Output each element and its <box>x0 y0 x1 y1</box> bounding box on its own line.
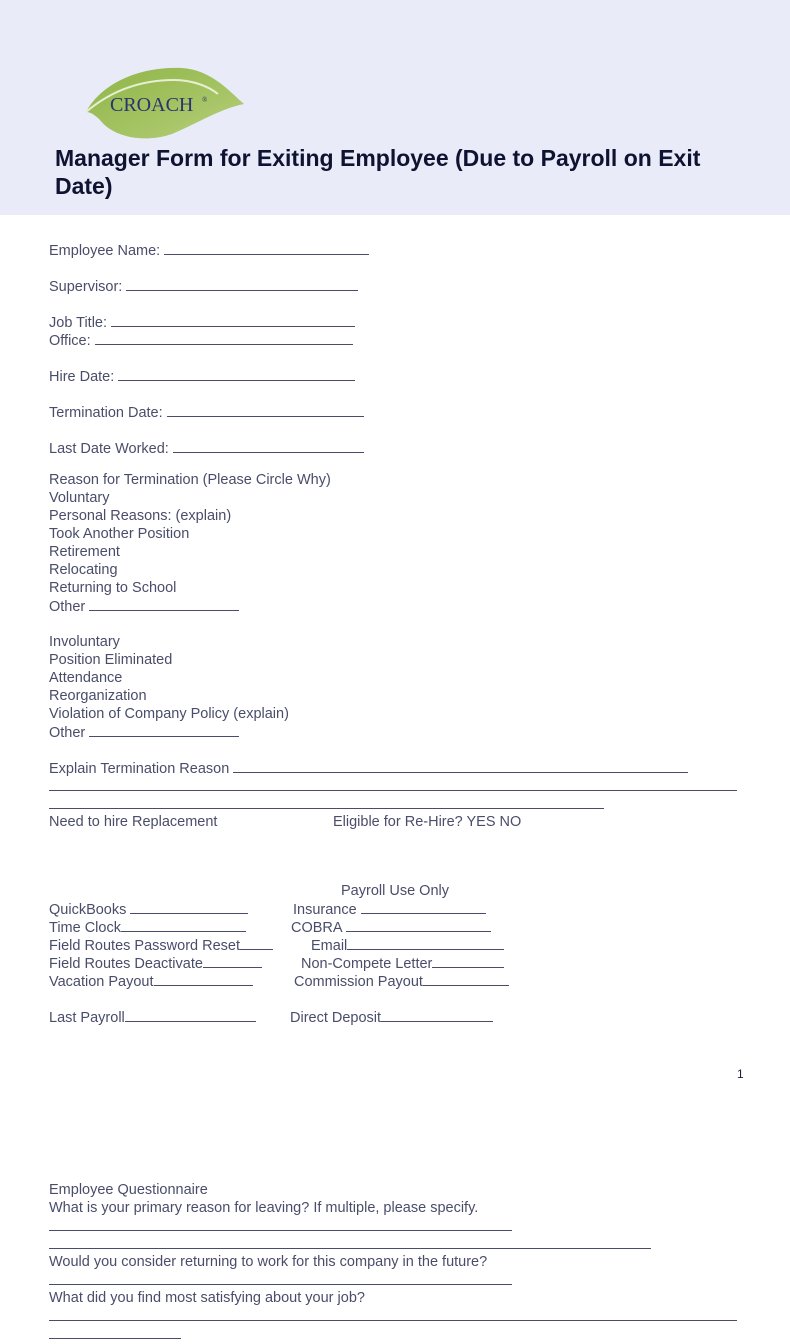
reason-option[interactable]: Reorganization <box>49 688 147 704</box>
payroll-item-label: Field Routes Deactivate <box>49 956 203 972</box>
answer-blank[interactable] <box>49 1235 651 1249</box>
office-label: Office: <box>49 333 91 349</box>
eligible-rehire-label[interactable]: Eligible for Re-Hire? YES NO <box>333 814 522 830</box>
voluntary-label[interactable]: Voluntary <box>49 490 110 506</box>
question: Would you consider returning to work for this company in the future? <box>49 1254 488 1270</box>
payroll-blank[interactable] <box>121 918 246 932</box>
involuntary-other-blank[interactable] <box>89 723 239 737</box>
payroll-item-label: Non-Compete Letter <box>301 956 433 972</box>
explain-termination-label: Explain Termination Reason <box>49 761 230 777</box>
supervisor-field[interactable] <box>49 277 358 296</box>
involuntary-label[interactable]: Involuntary <box>49 634 120 650</box>
payroll-heading: Payroll Use Only <box>341 883 449 899</box>
reason-option[interactable]: Violation of Company Policy (explain) <box>49 706 289 722</box>
payroll-blank[interactable] <box>130 900 248 914</box>
job-title-label: Job Title: <box>49 315 108 331</box>
reason-heading: Reason for Termination (Please Circle Why) <box>49 472 331 488</box>
answer-line[interactable] <box>49 1235 651 1254</box>
reason-option[interactable]: Attendance <box>49 670 123 686</box>
croach-leaf-logo <box>82 64 247 140</box>
reason-option[interactable]: Personal Reasons: (explain) <box>49 508 232 524</box>
payroll-item-label: Email <box>311 938 348 954</box>
involuntary-other-field[interactable] <box>49 723 239 742</box>
payroll-item[interactable] <box>294 972 509 991</box>
last-date-worked-blank[interactable] <box>173 439 364 453</box>
explain-termination-line-3[interactable] <box>49 795 604 814</box>
payroll-item-label: Field Routes Password Reset <box>49 938 240 954</box>
question: What is your primary reason for leaving? If multiple, please specify. <box>49 1200 479 1216</box>
answer-line[interactable] <box>49 1271 512 1290</box>
last-payroll-field[interactable] <box>49 1008 256 1027</box>
employee-name-field[interactable] <box>49 241 369 260</box>
last-payroll-blank[interactable] <box>125 1008 256 1022</box>
employee-name-label: Employee Name: <box>49 243 161 259</box>
voluntary-other-blank[interactable] <box>89 597 239 611</box>
question: What did you find most satisfying about your job? <box>49 1290 365 1306</box>
termination-date-field[interactable] <box>49 403 364 422</box>
payroll-item-label: QuickBooks <box>49 902 127 918</box>
explain-termination-line-2[interactable] <box>49 777 737 796</box>
termination-date-blank[interactable] <box>167 403 364 417</box>
last-date-worked-label: Last Date Worked: <box>49 441 169 457</box>
payroll-item-label: Commission Payout <box>294 974 423 990</box>
hire-date-field[interactable] <box>49 367 355 386</box>
job-title-field[interactable] <box>49 313 355 332</box>
supervisor-label: Supervisor: <box>49 279 123 295</box>
explain-blank-2[interactable] <box>49 777 737 791</box>
payroll-item[interactable] <box>49 900 248 919</box>
office-blank[interactable] <box>95 331 353 345</box>
supervisor-blank[interactable] <box>126 277 358 291</box>
last-payroll-label: Last Payroll <box>49 1010 125 1026</box>
termination-date-label: Termination Date: <box>49 405 163 421</box>
payroll-item[interactable] <box>49 954 262 973</box>
logo-text: CROACH <box>110 94 194 116</box>
answer-blank[interactable] <box>49 1271 512 1285</box>
last-date-worked-field[interactable] <box>49 439 364 458</box>
registered-mark: ® <box>202 96 208 104</box>
payroll-item[interactable] <box>49 936 273 955</box>
explain-blank-3[interactable] <box>49 795 604 809</box>
explain-termination-blank[interactable] <box>233 759 688 773</box>
answer-blank[interactable] <box>49 1217 512 1231</box>
payroll-blank[interactable] <box>240 936 273 950</box>
payroll-item[interactable] <box>49 918 246 937</box>
answer-blank[interactable] <box>49 1325 181 1339</box>
payroll-item-label: COBRA <box>291 920 342 936</box>
payroll-blank[interactable] <box>432 954 504 968</box>
answer-line[interactable] <box>49 1217 512 1236</box>
direct-deposit-label: Direct Deposit <box>290 1010 382 1026</box>
payroll-blank[interactable] <box>361 900 486 914</box>
direct-deposit-field[interactable] <box>290 1008 493 1027</box>
job-title-blank[interactable] <box>111 313 355 327</box>
reason-option[interactable]: Position Eliminated <box>49 652 173 668</box>
reason-option[interactable]: Retirement <box>49 544 120 560</box>
explain-termination-field[interactable] <box>49 759 688 778</box>
answer-blank[interactable] <box>49 1307 737 1321</box>
payroll-blank[interactable] <box>347 936 504 950</box>
employee-name-blank[interactable] <box>164 241 369 255</box>
payroll-item[interactable] <box>293 900 486 919</box>
payroll-blank[interactable] <box>154 972 253 986</box>
payroll-item-label: Time Clock <box>49 920 121 936</box>
reason-option[interactable]: Returning to School <box>49 580 177 596</box>
direct-deposit-blank[interactable] <box>381 1008 493 1022</box>
office-field[interactable] <box>49 331 353 350</box>
payroll-item-label: Vacation Payout <box>49 974 154 990</box>
header-banner <box>0 0 790 215</box>
payroll-item-label: Insurance <box>293 902 357 918</box>
page-title: Manager Form for Exiting Employee (Due to Payroll on Exit Date) <box>55 145 701 199</box>
reason-option[interactable]: Took Another Position <box>49 526 190 542</box>
payroll-item[interactable] <box>311 936 504 955</box>
payroll-blank[interactable] <box>346 918 491 932</box>
other-label: Other <box>49 599 86 615</box>
hire-date-blank[interactable] <box>118 367 355 381</box>
voluntary-other-field[interactable] <box>49 597 239 616</box>
page-number: 1 <box>737 1067 744 1081</box>
payroll-blank[interactable] <box>203 954 262 968</box>
reason-option[interactable]: Relocating <box>49 562 118 578</box>
need-replacement-label[interactable]: Need to hire Replacement <box>49 814 218 830</box>
payroll-item[interactable] <box>301 954 504 973</box>
other-label: Other <box>49 725 86 741</box>
payroll-item[interactable] <box>291 918 491 937</box>
payroll-blank[interactable] <box>423 972 509 986</box>
questionnaire-heading: Employee Questionnaire <box>49 1182 208 1198</box>
payroll-item[interactable] <box>49 972 253 991</box>
hire-date-label: Hire Date: <box>49 369 115 385</box>
answer-line[interactable] <box>49 1307 737 1326</box>
answer-line[interactable] <box>49 1325 181 1344</box>
